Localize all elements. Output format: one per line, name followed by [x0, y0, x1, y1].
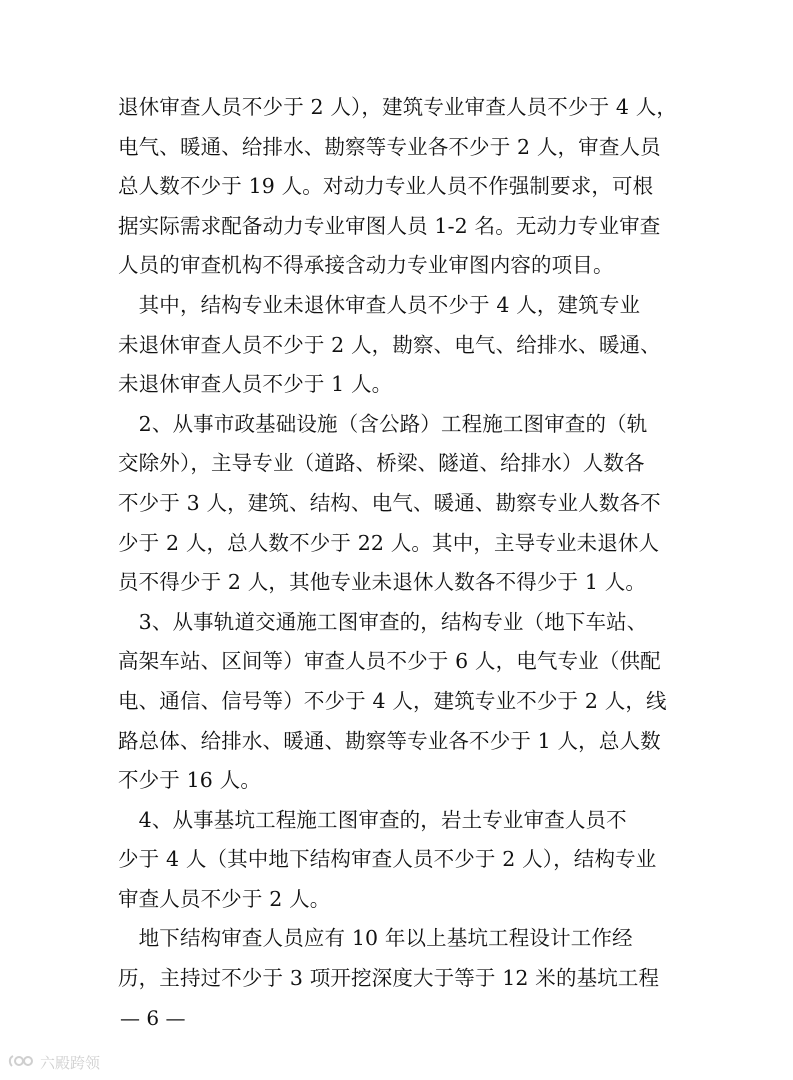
- watermark-text: 六殿跨领: [40, 1053, 101, 1072]
- text-line: 少于 2 人，总人数不少于 22 人。其中，主导专业未退休人: [118, 530, 660, 555]
- text-line: 2、从事市政基础设施（含公路）工程施工图审查的（轨: [118, 411, 648, 436]
- watermark: [8, 1050, 100, 1074]
- text-line: 人员的审查机构不得承接含动力专业审图内容的项目。: [118, 253, 614, 278]
- text-line: 路总体、给排水、暖通、勘察等专业各不少于 1 人，总人数: [118, 728, 661, 753]
- text-line: 地下结构审查人员应有 10 年以上基坑工程设计工作经: [118, 926, 633, 951]
- text-line: 退休审查人员不少于 2 人），建筑专业审查人员不少于 4 人，: [118, 95, 678, 119]
- text-line: 不少于 3 人，建筑、结构、电气、暖通、勘察专业人数各不: [118, 490, 661, 515]
- document-body: [118, 88, 678, 999]
- text-line: 据实际需求配备动力专业审图人员 1-2 名。无动力专业审查: [118, 213, 661, 238]
- text-line: 电、通信、信号等）不少于 4 人，建筑专业不少于 2 人，线: [118, 688, 667, 713]
- text-line: 其中，结构专业未退休审查人员不少于 4 人，建筑专业: [118, 292, 641, 317]
- text-line: 交除外），主导专业（道路、桥梁、隧道、给排水）人数各: [118, 451, 645, 476]
- text-line: 审查人员不少于 2 人。: [118, 886, 331, 911]
- text-line: 未退休审查人员不少于 2 人，勘察、电气、给排水、暖通、: [118, 332, 661, 357]
- text-line: 总人数不少于 19 人。对动力专业人员不作强制要求，可根: [118, 174, 654, 199]
- text-line: 少于 4 人（其中地下结构审查人员不少于 2 人），结构专业: [118, 847, 657, 872]
- text-line: 历，主持过不少于 3 项开挖深度大于等于 12 米的基坑工程: [118, 966, 660, 991]
- text-line: 4、从事基坑工程施工图审查的，岩土专业审查人员不: [118, 807, 627, 832]
- text-line: 未退休审查人员不少于 1 人。: [118, 372, 393, 397]
- text-line: 员不得少于 2 人，其他专业未退休人数各不得少于 1 人。: [118, 570, 646, 595]
- watermark-logo-icon: [8, 1054, 36, 1070]
- text-line: 高架车站、区间等）审查人员不少于 6 人，电气专业（供配: [118, 649, 661, 674]
- text-line: 3、从事轨道交通施工图审查的，结构专业（地下车站、: [118, 609, 648, 634]
- page-number: — 6 —: [120, 1006, 186, 1030]
- text-line: 不少于 16 人。: [118, 768, 261, 793]
- text-line: 电气、暖通、给排水、勘察等专业各不少于 2 人，审查人员: [118, 134, 661, 159]
